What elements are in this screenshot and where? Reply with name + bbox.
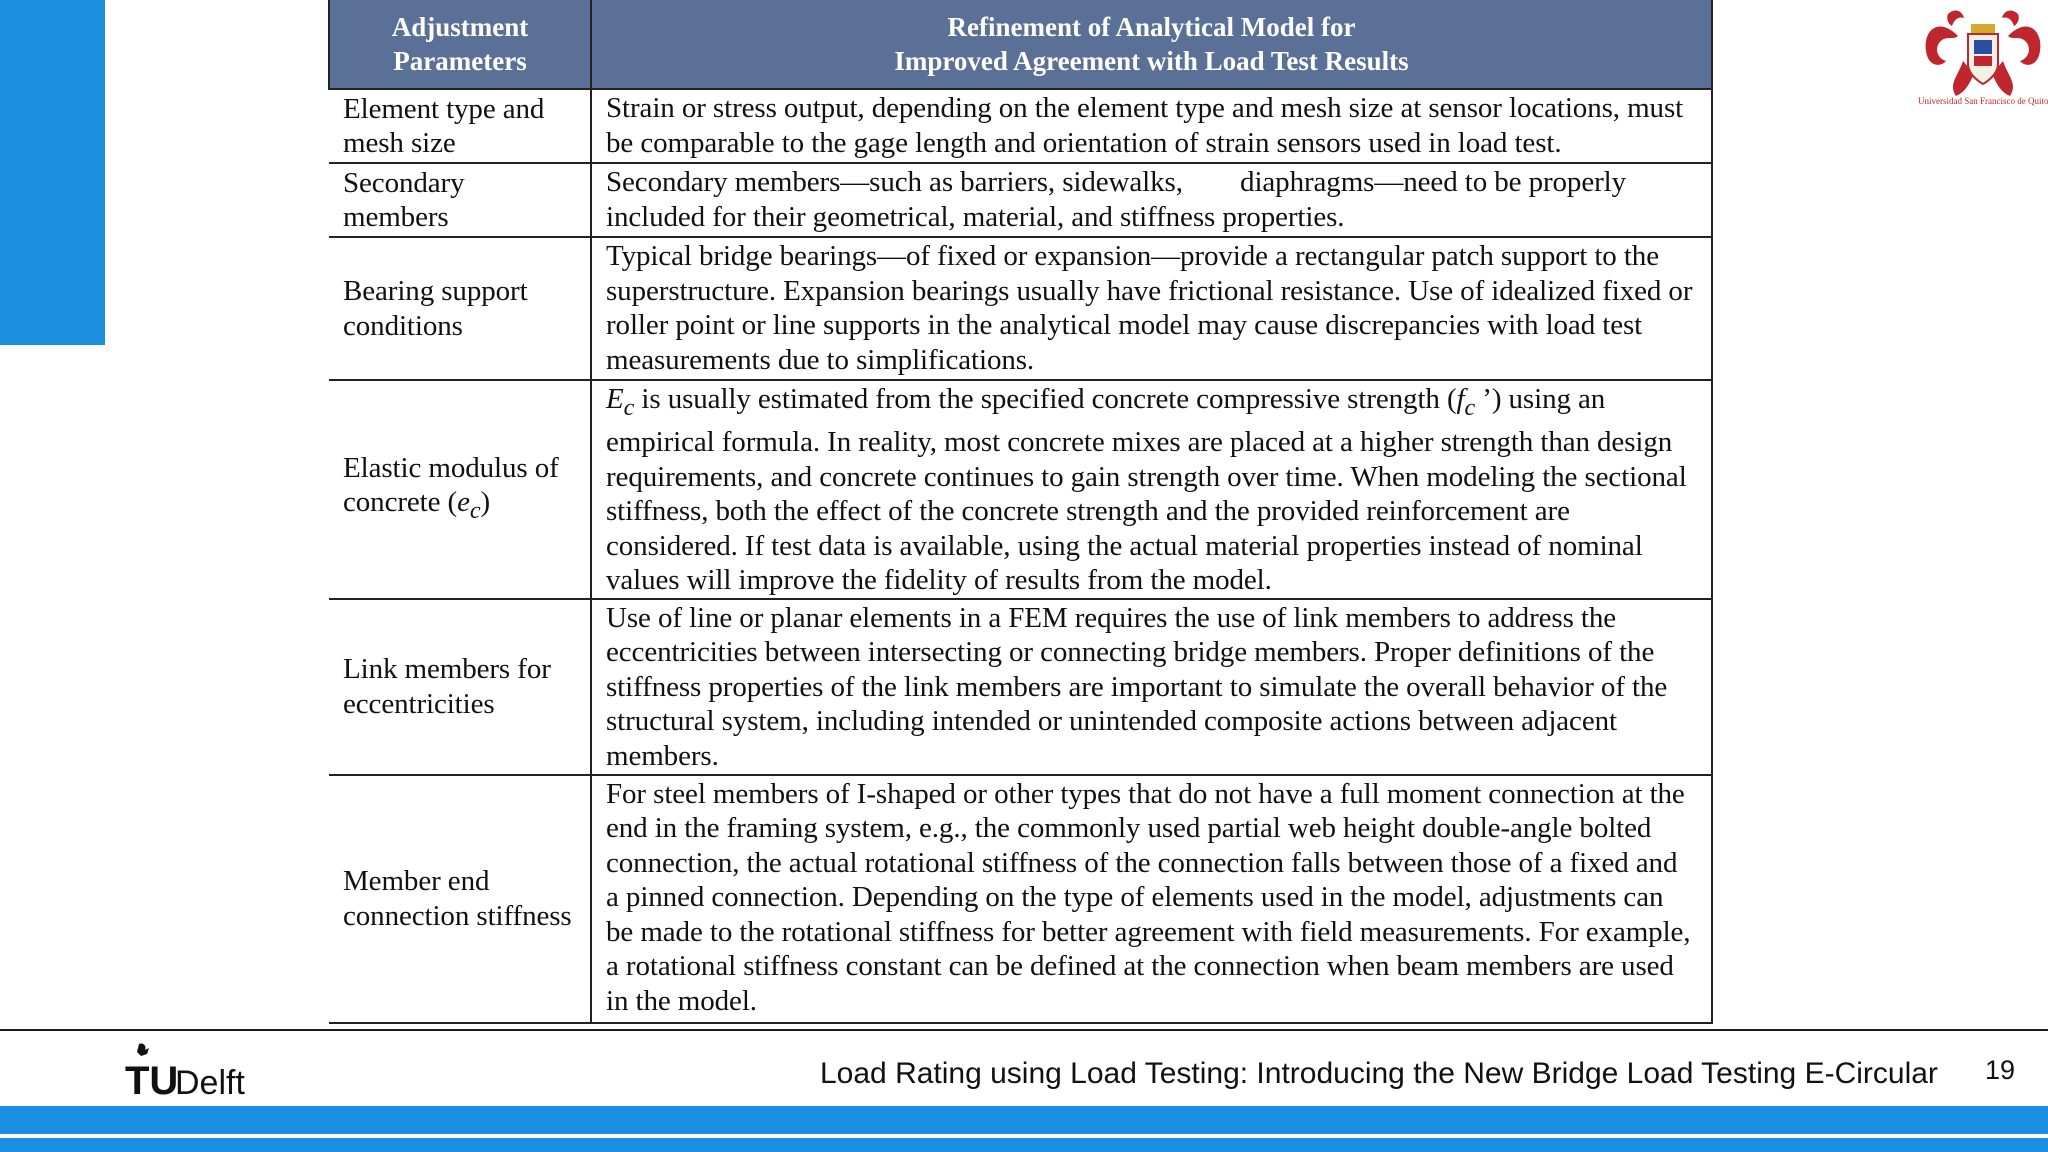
table-row [329, 599, 1712, 775]
param-cell: Member end connection stiffness [329, 775, 591, 1023]
table-row [329, 89, 1712, 163]
table-row [329, 380, 1712, 599]
desc-cell: For steel members of I-shaped or other types that do not have a full moment connection at the end in the framing system, e.g., the commonly used partial web height double-angle bolted connection, the actual rotational stiffness of the connection falls between those of a fixed and a pinned connection. Depending on the type of elements used in the model, adjustments can be made to the rotational stiffness for better agreement with field measurements. For example, a rotational stiffness constant can be defined at the connection when beam members are used in the model. [591, 775, 1712, 1023]
param-cell: Bearing support conditions [329, 237, 591, 380]
footer-band [0, 1106, 2048, 1134]
table-row [329, 775, 1712, 1023]
page-number: 19 [1985, 1055, 2016, 1085]
table-row [329, 163, 1712, 237]
desc-cell: Strain or stress output, depending on the element type and mesh size at sensor locations, must be comparable to the gage length and orientation of strain sensors used in load test. [591, 89, 1712, 163]
desc-cell: Secondary members—such as barriers, sidewalks, diaphragms—need to be properly included for their geometrical, material, and stiffness properties. [591, 163, 1712, 237]
param-cell: Element type and mesh size [329, 89, 591, 163]
footer-divider [0, 1029, 2048, 1031]
tudelft-logo [125, 1040, 275, 1100]
logo-delft: Delft [175, 1064, 245, 1100]
flame-icon [137, 1043, 149, 1056]
footer-band-lower [0, 1138, 2048, 1152]
footer-title: Load Rating using Load Testing: Introducing the New Bridge Load Testing E-Circular [820, 1057, 1938, 1090]
logo-tu: TU [125, 1059, 179, 1100]
university-crest-icon [1918, 6, 2048, 110]
crest-caption: Universidad San Francisco de Quito [1918, 96, 2048, 106]
table-row [329, 237, 1712, 380]
adjustment-table [328, 0, 1711, 1024]
table-header-row [329, 0, 1712, 89]
header-adjustment-parameters: Adjustment Parameters [329, 0, 591, 89]
param-cell: Secondary members [329, 163, 591, 237]
desc-cell: Typical bridge bearings—of fixed or expansion—provide a rectangular patch support to the superstructure. Expansion bearings usually have frictional resistance. Use of idealized fixed or roller point or line supports in the analytical model may cause discrepancies with load test measurements due to simplifications. [591, 237, 1712, 380]
accent-side-block [0, 0, 105, 345]
param-cell: Link members for eccentricities [329, 599, 591, 775]
param-cell: Elastic modulus of concrete $(e_c)$ [329, 380, 591, 599]
desc-cell: $E_c$ is usually estimated from the specified concrete compressive strength ($f_c$ ’) using an empirical formula. In reality, most concrete mixes are placed at a higher strength than design requirements, and concrete continues to gain strength over time. When modeling the sectional stiffness, both the effect of the concrete strength and the provided reinforcement are considered. If test data is available, using the actual material properties instead of nominal values will improve the fidelity of results from the model. [591, 380, 1712, 599]
desc-cell: Use of line or planar elements in a FEM requires the use of link members to address the eccentricities between intersecting or connecting bridge members. Proper definitions of the stiffness properties of the link members are important to simulate the overall behavior of the structural system, including intended or unintended composite actions between adjacent members. [591, 599, 1712, 775]
header-refinement: Refinement of Analytical Model for Improved Agreement with Load Test Results [591, 0, 1712, 89]
